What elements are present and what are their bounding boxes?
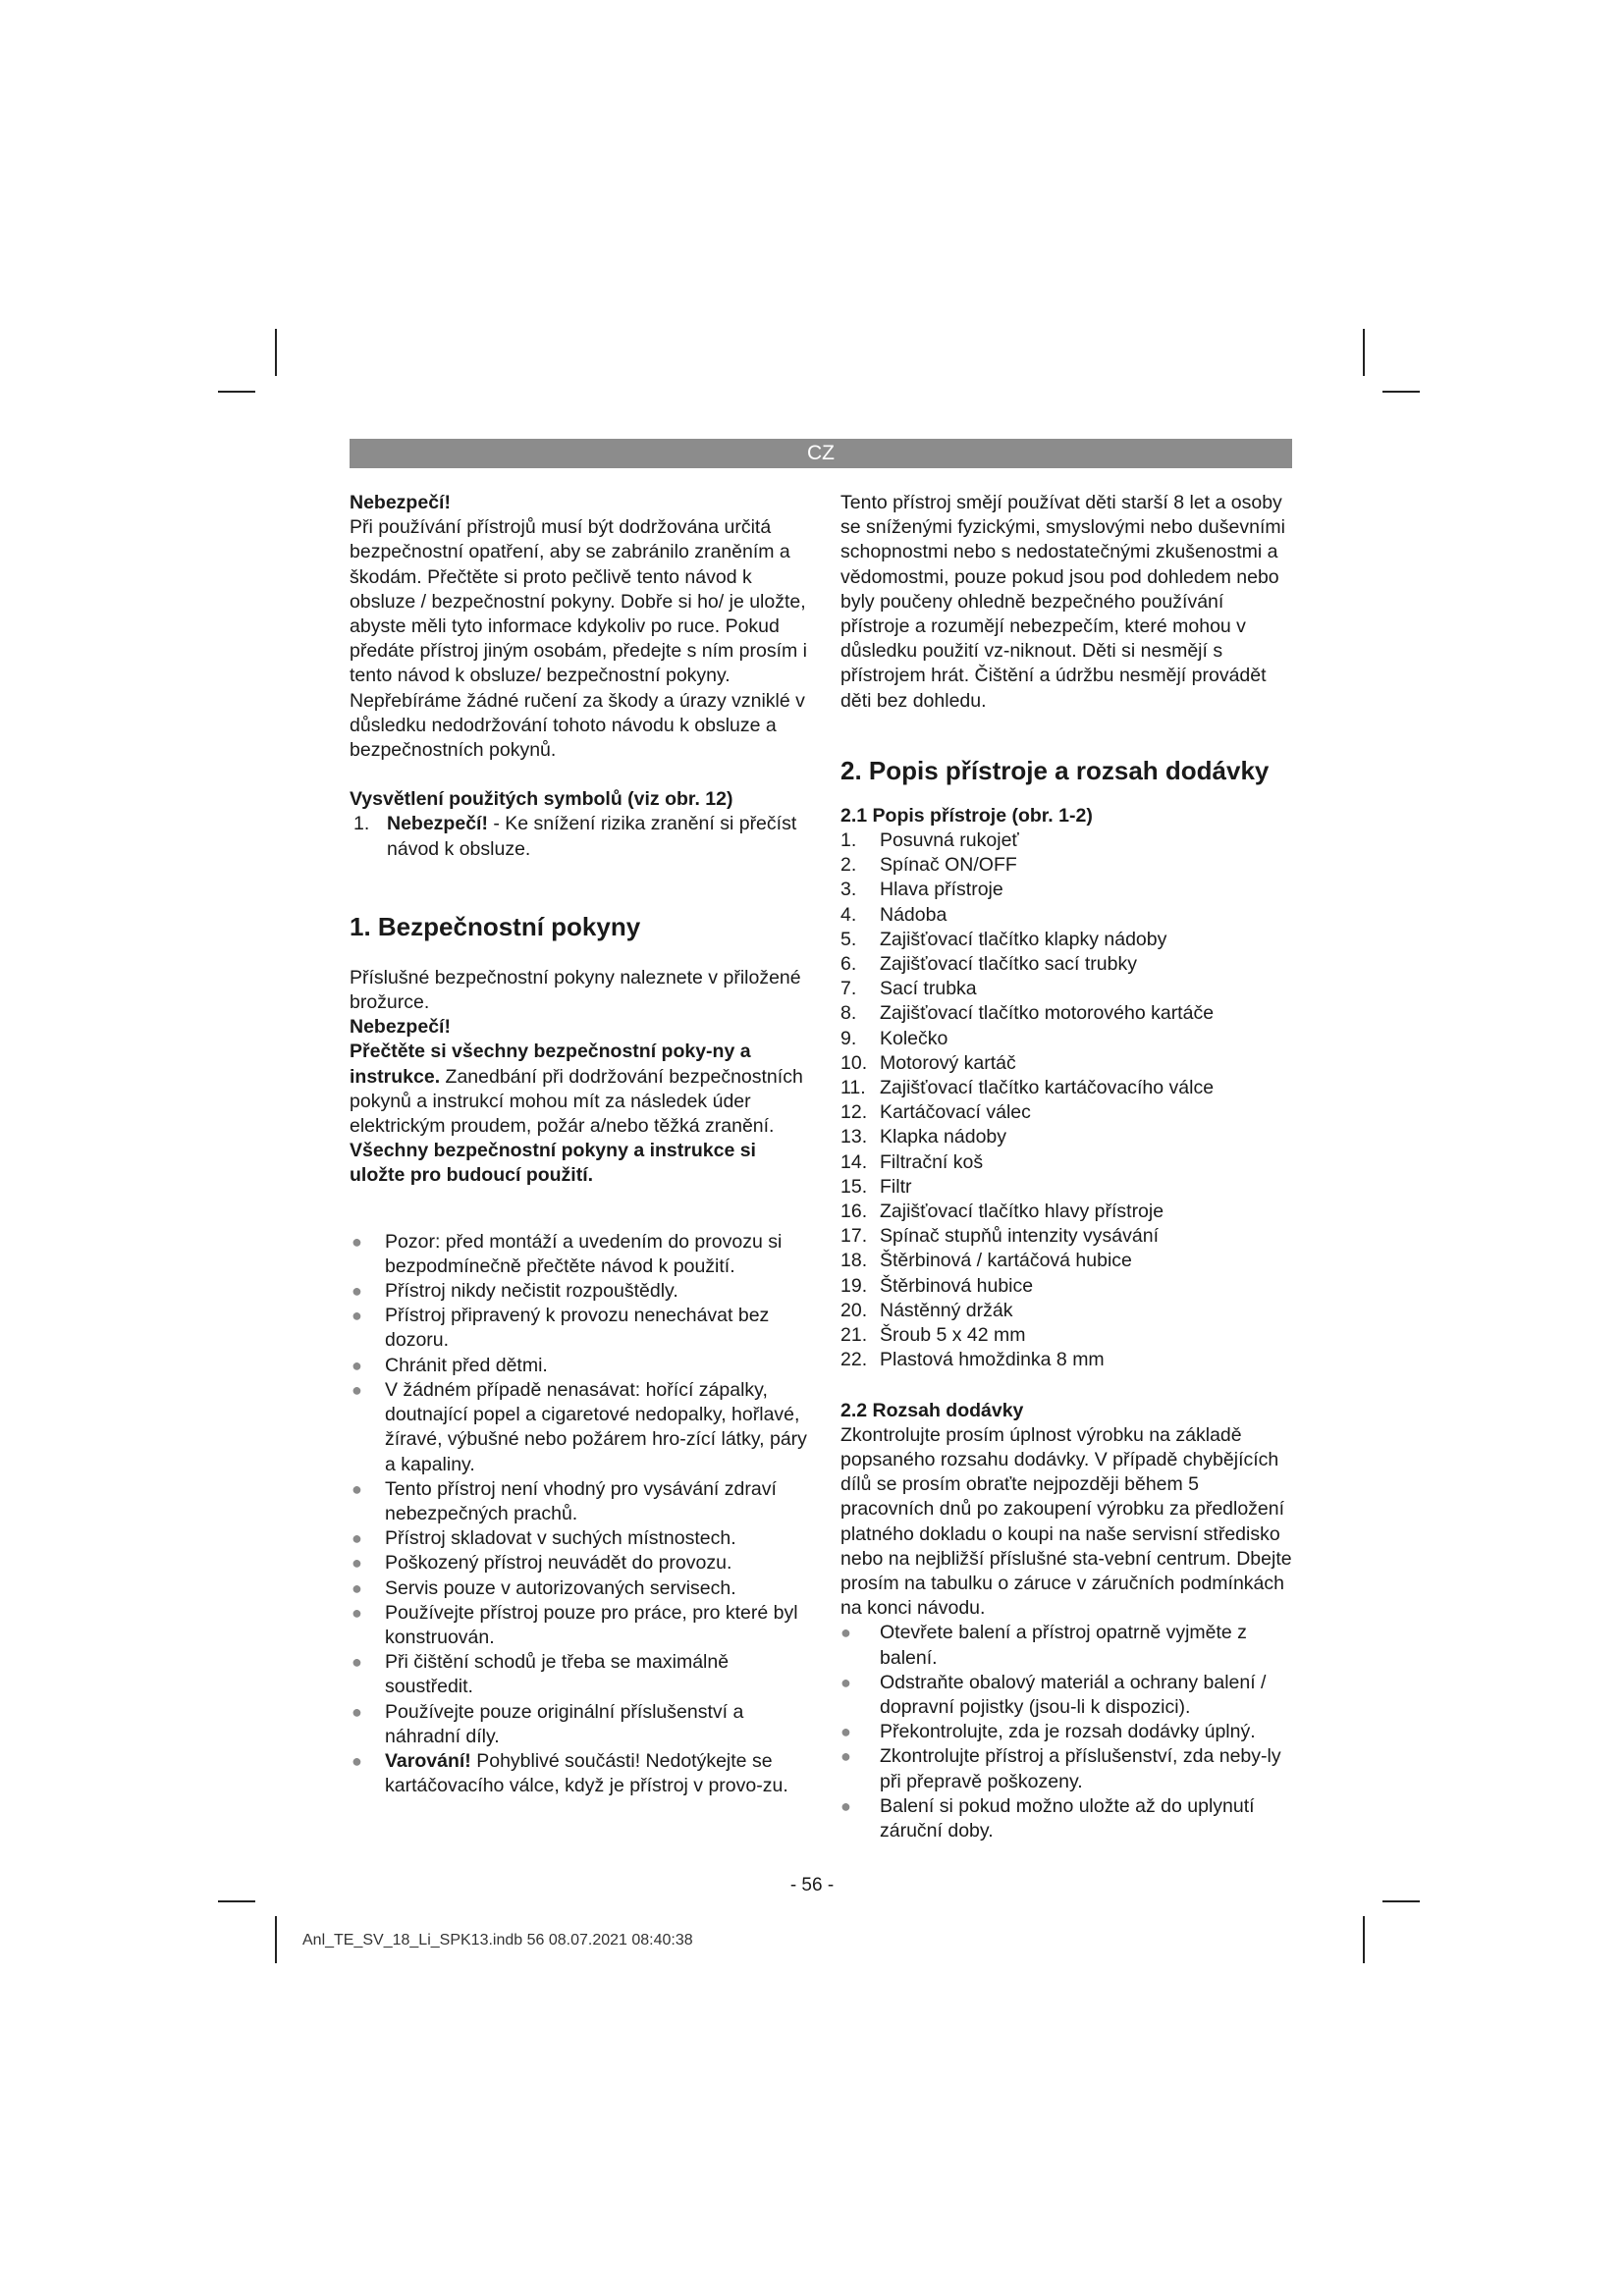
list-item: ● Přístroj skladovat v suchých místnostech. <box>350 1526 811 1551</box>
warning-text: Pohyblivé součásti! Nedotýkejte se kartáčovacího válce, když je přístroj v provo-zu. <box>385 1749 788 1797</box>
bullet-dot-icon: ● <box>352 1652 362 1673</box>
list-item: ● Používejte pouze originální příslušenství a náhradní díly. <box>352 1700 744 1747</box>
list-item: ● Při čištění schodů je třeba se maximálně soustředit. <box>352 1651 730 1698</box>
crop-mark-bottom-left-horizontal <box>218 1900 255 1902</box>
list-item: 16. Zajišťovací tlačítko hlavy přístroje <box>840 1201 1164 1223</box>
crop-mark-bottom-right-horizontal <box>1382 1900 1420 1902</box>
list-item: 6. Zajišťovací tlačítko sací trubky <box>840 953 1137 976</box>
list-item <box>350 1749 811 1798</box>
list-item: 5. Zajišťovací tlačítko klapky nádoby <box>840 928 1167 950</box>
bullet-dot-icon: ● <box>352 1701 362 1722</box>
symbols-list-item <box>350 812 811 861</box>
bullet-dot-icon: ● <box>352 1281 362 1302</box>
safety-bullet-list <box>350 1230 811 1799</box>
section-1-intro: Příslušné bezpečnostní pokyny naleznete v přiložené brožurce. <box>350 966 801 1014</box>
list-item: ● V žádném případě nenasávat: hořící zápalky, doutnající popel a cigaretové nedopalky, hořlavé, žíravé, výbušné nebo požárem hro-zící látky, páry a kapaliny. <box>352 1378 807 1475</box>
list-item: ● Přístroj připravený k provozu nenechávat bez dozoru. <box>352 1305 770 1352</box>
list-item: 21. Šroub 5 x 42 mm <box>840 1324 1026 1347</box>
list-item: 22. Plastová hmoždinka 8 mm <box>840 1349 1105 1371</box>
section-2-heading: 2. Popis přístroje a rozsah dodávky <box>840 755 1270 785</box>
list-item: ● Otevřete balení a přístroj opatrně vyjměte z balení. <box>840 1622 1247 1669</box>
list-item: 4. Nádoba <box>840 903 947 926</box>
list-item: 12. Kartáčovací válec <box>840 1101 1031 1124</box>
bullet-dot-icon: ● <box>352 1478 362 1499</box>
parts-list <box>840 828 1294 1372</box>
list-item: ● Používejte přístroj pouze pro práce, pro které byl konstruován. <box>352 1601 798 1648</box>
section-1-heading: 1. Bezpečnostní pokyny <box>350 911 641 941</box>
list-item: ● Balení si pokud možno uložte až do uplynutí záruční doby. <box>840 1794 1255 1842</box>
list-item: 2. Spínač ON/OFF <box>840 854 1017 877</box>
list-item: 20. Nástěnný držák <box>840 1299 1013 1321</box>
language-header-bar <box>350 439 1292 468</box>
delivery-bullet-list <box>840 1621 1294 1843</box>
crop-mark-top-left-horizontal <box>218 391 255 393</box>
list-item: 19. Štěrbinová hubice <box>840 1274 1034 1297</box>
list-item: ● Odstraňte obalový materiál a ochrany balení / dopravní pojistky (jsou-li k dispozici). <box>840 1671 1267 1718</box>
bullet-dot-icon: ● <box>352 1355 362 1375</box>
danger-paragraph: Při používání přístrojů musí být dodržována určitá bezpečnostní opatření, aby se zabránilo zraněním a škodám. Přečtěte si proto pečlivě tento návod k obsluze / bezpečnostní pokyny. Dobře si ho/ je uložte, abyste měli tyto informace kdykoliv po ruce. Pokud předáte přístroj jiným osobám, předejte s ním prosím i tento návod k obsluze/ bezpečnostní pokyny. Nepřebíráme žádné ručení za škody a úrazy vzniklé v důsledku nedodržování tohoto návodu k obsluze a bezpečnostních pokynů. <box>350 516 808 762</box>
list-item: ● Poškozený přístroj neuvádět do provozu. <box>350 1551 811 1575</box>
bullet-dot-icon: ● <box>352 1750 362 1771</box>
read-instructions-text: Zanedbání při dodržování bezpečnostních pokynů a instrukcí mohou mít za následek úder elektrickým proudem, požár a/nebo těžká zranění. <box>350 1065 803 1138</box>
crop-mark-top-right-vertical <box>1363 329 1365 376</box>
bullet-dot-icon: ● <box>840 1746 851 1767</box>
bullet-dot-icon: ● <box>840 1623 851 1643</box>
list-item: ● Pozor: před montáží a uvedením do provozu si bezpodmínečně přečtěte návod k použití. <box>352 1230 783 1277</box>
list-item: ● Tento přístroj není vhodný pro vysávání zdraví nebezpečných prachů. <box>352 1477 777 1524</box>
crop-mark-bottom-right-vertical <box>1363 1916 1365 1963</box>
list-item: 11. Zajišťovací tlačítko kartáčovacího válce <box>840 1077 1215 1099</box>
list-item: ● Chránit před dětmi. <box>350 1354 811 1378</box>
crop-mark-top-right-horizontal <box>1382 391 1420 393</box>
list-item: 1. Posuvná rukojeť <box>840 829 1019 852</box>
list-item: ● Servis pouze v autorizovaných servisech. <box>350 1576 811 1601</box>
list-item: 10. Motorový kartáč <box>840 1051 1016 1074</box>
list-item: 9. Kolečko <box>840 1027 948 1049</box>
danger-title: Nebezpečí! <box>350 492 451 513</box>
list-item: ● Zkontrolujte přístroj a příslušenství, zda neby-ly při přepravě poškozeny. <box>840 1745 1281 1792</box>
list-item: ● Překontrolujte, zda je rozsah dodávky úplný. <box>840 1720 1294 1744</box>
warning-bold: Varování! <box>385 1749 471 1772</box>
symbols-list <box>350 812 811 861</box>
bullet-dot-icon: ● <box>352 1379 362 1400</box>
bullet-dot-icon: ● <box>840 1672 851 1692</box>
list-item: 7. Sací trubka <box>840 978 977 1000</box>
delivery-scope-paragraph: Zkontrolujte prosím úplnost výrobku na základě popsaného rozsahu dodávky. V případě chybějících dílů se prosím obraťte nejpozději během 5 pracovních dnů po zakoupení výrobku za předložení platného dokladu o koupi na naše servisní středisko nebo na nejbližší příslušné sta-vební centrum. Dbejte prosím na tabulku o záruce v záručních podmínkách na konci návodu. <box>840 1423 1292 1620</box>
list-item: 13. Klapka nádoby <box>840 1126 1007 1148</box>
bullet-dot-icon: ● <box>352 1528 362 1549</box>
symbol-number: 1. <box>353 813 370 835</box>
bullet-dot-icon: ● <box>352 1553 362 1574</box>
bullet-dot-icon: ● <box>352 1602 362 1623</box>
list-item: 17. Spínač stupňů intenzity vysávání <box>840 1225 1159 1248</box>
symbol-text: - Ke snížení rizika zranění si přečíst návod k obsluze. <box>387 813 797 860</box>
children-paragraph: Tento přístroj smějí používat děti starší 8 let a osoby se sníženými fyzickými, smyslovými nebo duševními schopnostmi nebo s nedostatečnými zkušenostmi a vědomostmi, pouze pokud jsou pod dohledem nebo byly poučeny ohledně bezpečného používání přístroje a rozumějí nebezpečím, které mohou v důsledku použití vz-niknout. Děti si nesmějí s přístrojem hrát. Čištění a údržbu nesmějí provádět děti bez dohledu. <box>840 492 1285 712</box>
language-label: CZ <box>807 442 835 464</box>
crop-mark-top-left-vertical <box>275 329 277 376</box>
list-item: ● Přístroj nikdy nečistit rozpouštědly. <box>350 1279 811 1304</box>
list-item: 14. Filtrační koš <box>840 1150 984 1173</box>
print-imprint: Anl_TE_SV_18_Li_SPK13.indb 56 08.07.2021 08:40:38 <box>302 1932 693 1949</box>
subsection-2-1-heading: 2.1 Popis přístroje (obr. 1-2) <box>840 804 1093 827</box>
bullet-dot-icon: ● <box>352 1306 362 1326</box>
symbols-title: Vysvětlení použitých symbolů (viz obr. 12) <box>350 788 733 811</box>
bullet-dot-icon: ● <box>352 1231 362 1252</box>
bullet-dot-icon: ● <box>840 1795 851 1816</box>
list-item: 8. Zajišťovací tlačítko motorového kartáče <box>840 1002 1215 1025</box>
list-item: 3. Hlava přístroje <box>840 879 1003 901</box>
crop-mark-bottom-left-vertical <box>275 1916 277 1963</box>
list-item: 18. Štěrbinová / kartáčová hubice <box>840 1250 1132 1272</box>
section-1-danger: Nebezpečí! <box>350 1016 451 1039</box>
right-column <box>840 491 1294 1843</box>
left-column <box>350 491 811 1798</box>
list-item: 15. Filtr <box>840 1175 912 1198</box>
subsection-2-2-heading: 2.2 Rozsah dodávky <box>840 1399 1024 1421</box>
page-number: - 56 - <box>789 1875 835 1896</box>
symbol-bold: Nebezpečí! <box>387 813 488 835</box>
bullet-dot-icon: ● <box>352 1577 362 1598</box>
bullet-dot-icon: ● <box>840 1722 851 1742</box>
keep-instructions-bold: Všechny bezpečnostní pokyny a instrukce si uložte pro budoucí použití. <box>350 1140 756 1187</box>
section-1-read-instructions <box>350 1040 811 1188</box>
read-instructions-bold: Přečtěte si všechny bezpečnostní poky-ny a instrukce. <box>350 1041 751 1088</box>
